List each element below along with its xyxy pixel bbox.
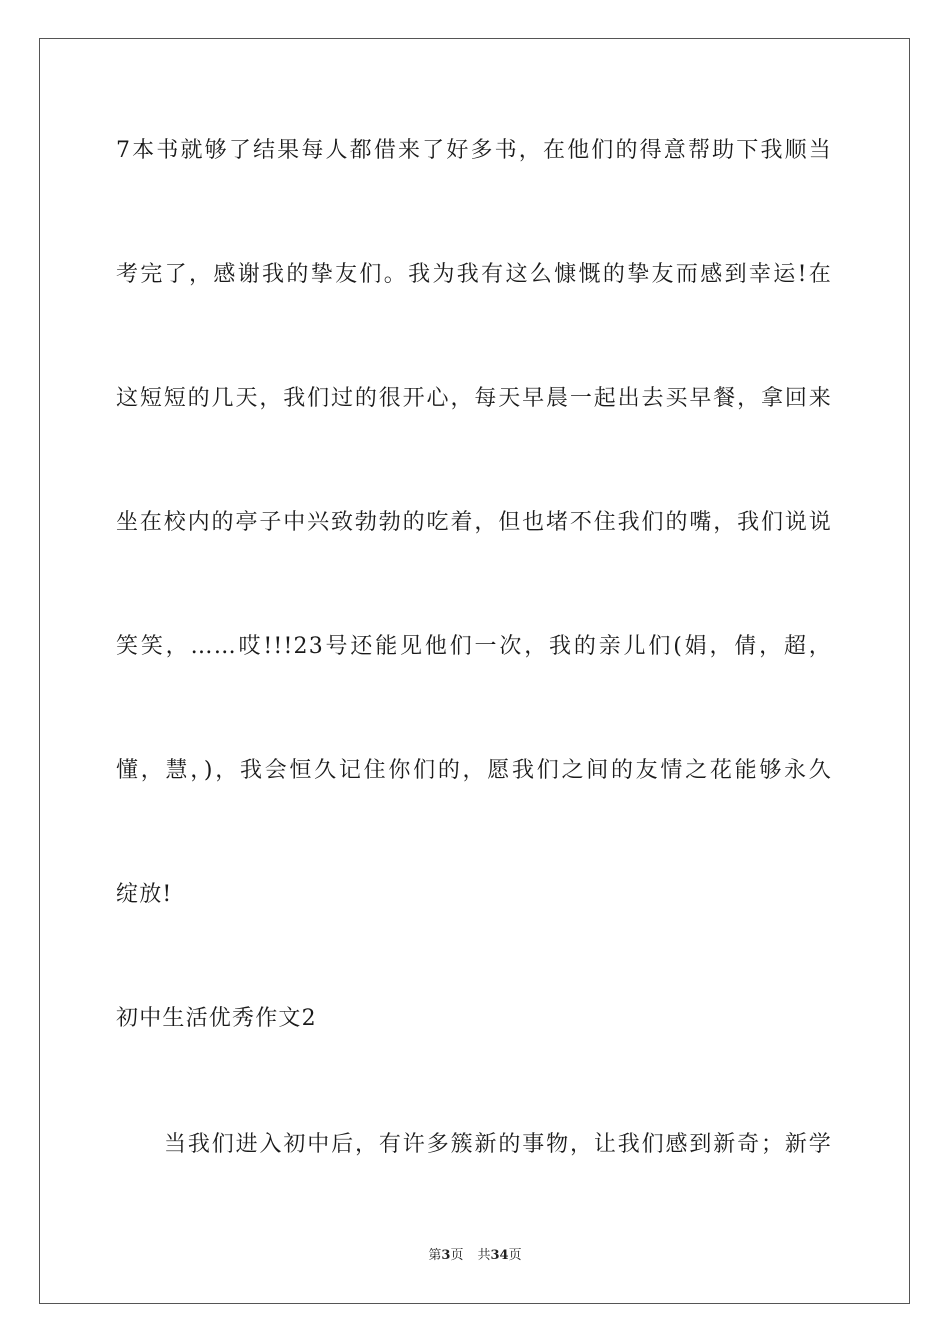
body-line-7: 绽放! (116, 882, 173, 907)
body-line-3: 这短短的几天，我们过的很开心，每天早晨一起出去买早餐，拿回来 (116, 386, 832, 411)
total-prefix: 共 (477, 1248, 491, 1263)
page-number: 3 (441, 1248, 451, 1263)
page-suffix: 页 (450, 1248, 464, 1263)
total-pages: 34 (490, 1248, 509, 1263)
body-line-5: 笑笑，……哎!!!23号还能见他们一次，我的亲儿们(娟，倩，超， (116, 634, 832, 659)
page-footer (0, 1247, 950, 1265)
total-suffix: 页 (508, 1248, 522, 1263)
body-line-2: 考完了，感谢我的挚友们。我为我有这么慷慨的挚友而感到幸运!在 (116, 262, 832, 287)
paragraph-first-line: 当我们进入初中后，有许多簇新的事物，让我们感到新奇；新学 (164, 1132, 832, 1157)
body-line-4: 坐在校内的亭子中兴致勃勃的吃着，但也堵不住我们的嘴，我们说说 (116, 510, 832, 535)
body-line-1: 7本书就够了结果每人都借来了好多书，在他们的得意帮助下我顺当 (116, 138, 832, 163)
section-heading: 初中生活优秀作文2 (116, 1006, 317, 1031)
page-prefix: 第 (428, 1248, 442, 1263)
page-border (39, 38, 910, 1304)
body-line-6: 懂，慧，)，我会恒久记住你们的，愿我们之间的友情之花能够永久 (116, 758, 832, 783)
